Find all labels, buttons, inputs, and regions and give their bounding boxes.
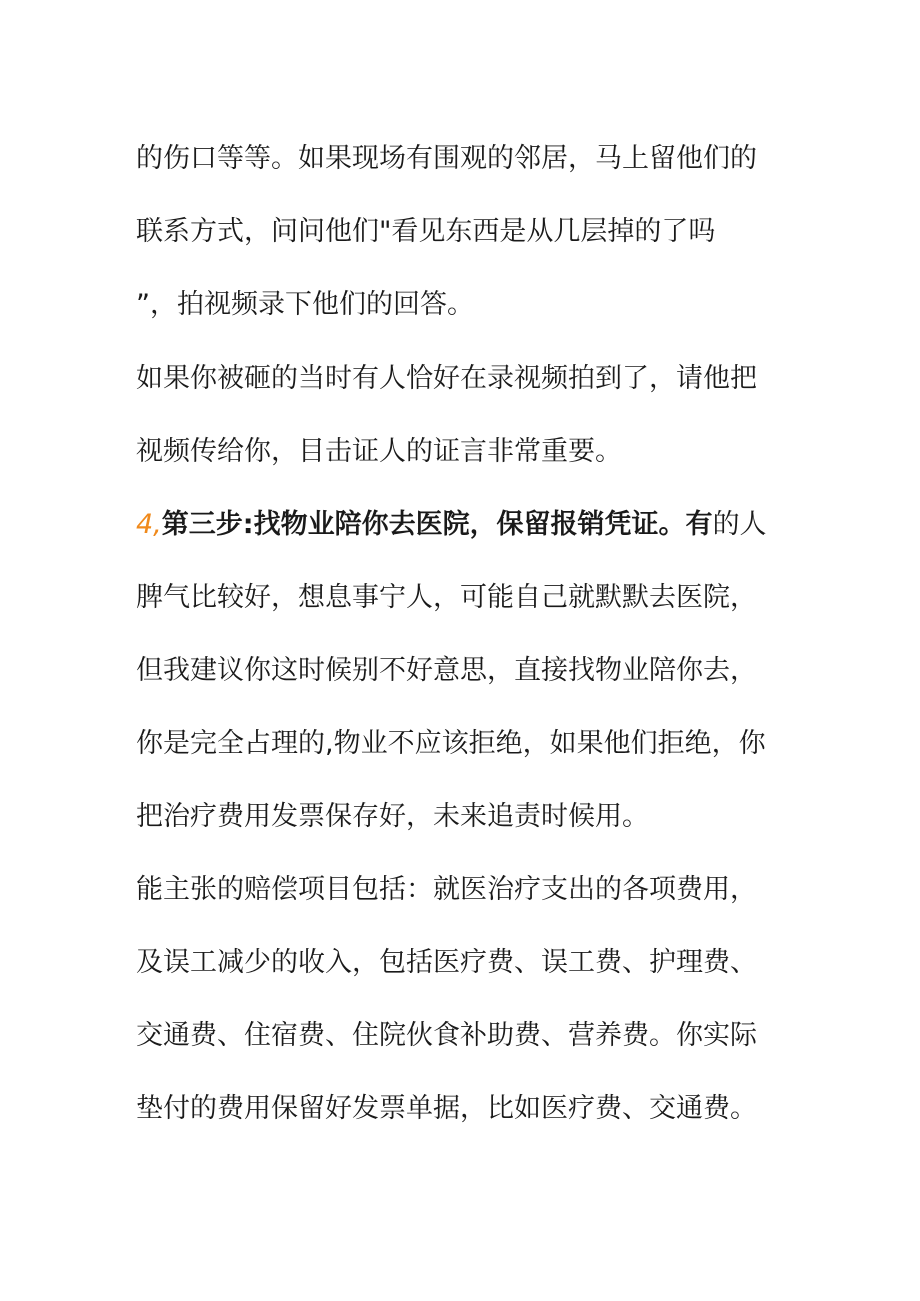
paragraph-line: 脾气比较好，想息事宁人，可能自己就默默去医院， — [136, 582, 757, 613]
paragraph-line: 垫付的费用保留好发票单据，比如医疗费、交通费。 — [136, 1093, 757, 1124]
paragraph-line: 及误工减少的收入，包括医疗费、误工费、护理费、 — [136, 947, 757, 978]
paragraph-line: 联系方式，问问他们"看见东西是从几层掉的了吗 — [136, 216, 716, 247]
paragraph-line: 交通费、住宿费、住院伙食补助费、营养费。你实际 — [136, 1020, 757, 1051]
paragraph-line: 但我建议你这时候别不好意思，直接找物业陪你去， — [136, 655, 757, 686]
step-heading-tail: 的人 — [712, 509, 767, 540]
paragraph-line: 如果你被砸的当时有人恰好在录视频拍到了，请他把 — [136, 363, 757, 394]
step-heading-line — [136, 507, 796, 543]
paragraph-line: 你是完全占理的,物业不应该拒绝，如果他们拒绝，你 — [136, 728, 766, 759]
step-heading: 第三步:找物业陪你去医院，保留报销凭证。有 — [161, 509, 713, 540]
paragraph-line: 把治疗费用发票保存好，未来追责时候用。 — [136, 801, 649, 832]
paragraph-line: 的伤口等等。如果现场有围观的邻居，马上留他们的 — [136, 143, 757, 174]
paragraph-line: 能主张的赔偿项目包括：就医治疗支出的各项费用， — [136, 874, 757, 905]
paragraph-line: 视频传给你，目击证人的证言非常重要。 — [136, 436, 622, 467]
paragraph-line: ”，拍视频录下他们的回答。 — [136, 289, 474, 320]
step-number: 4, — [136, 509, 162, 540]
